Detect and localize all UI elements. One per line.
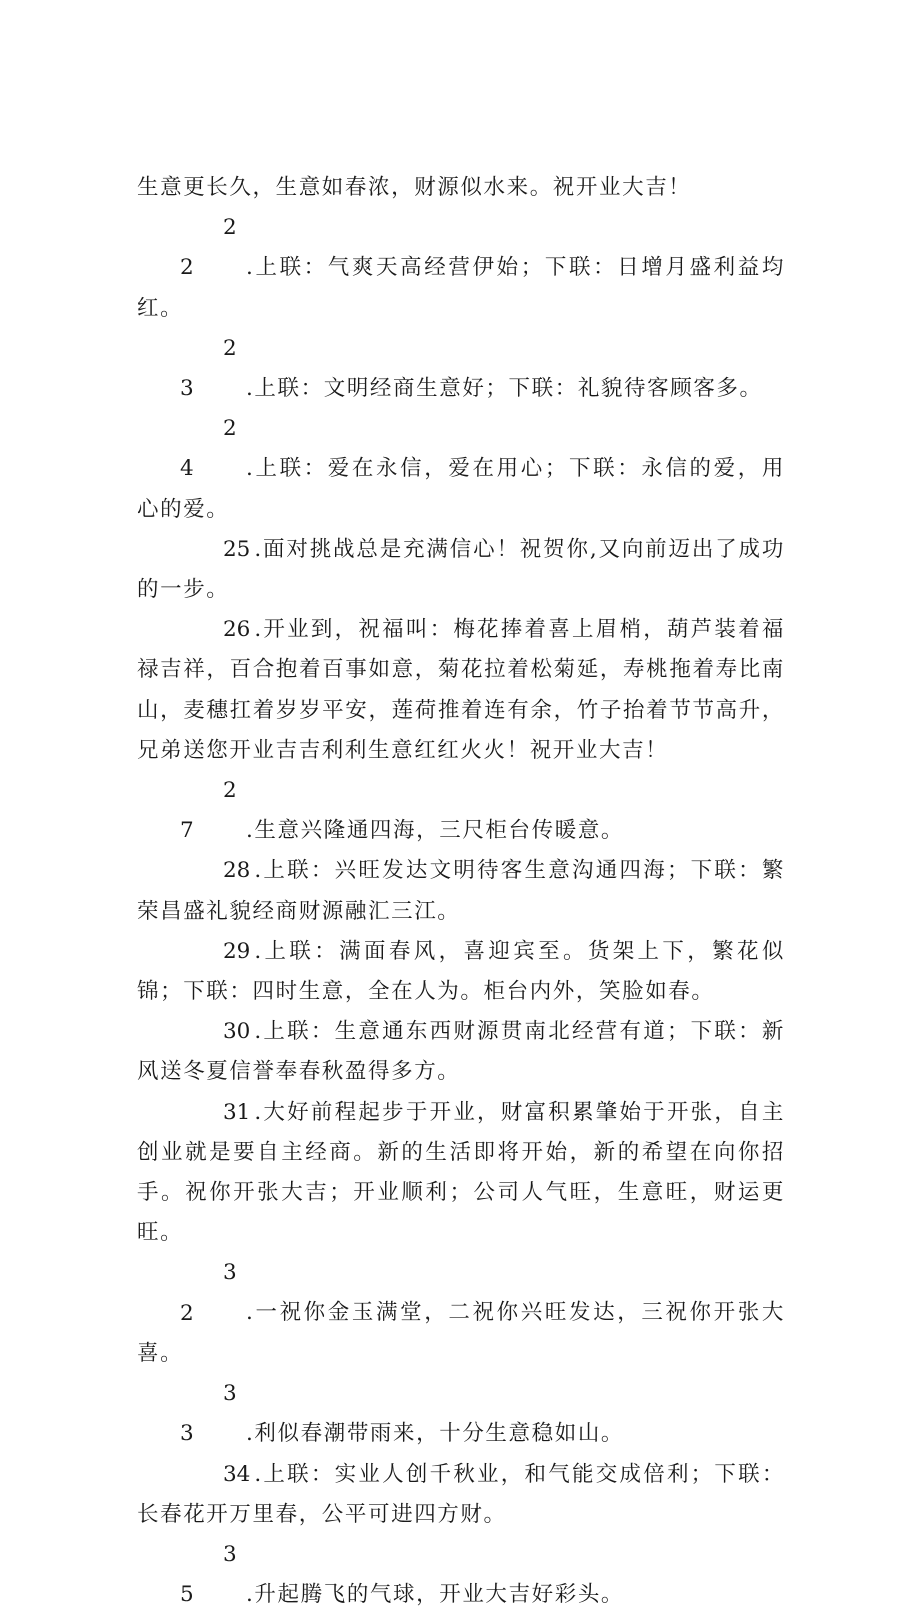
item-number: 31	[223, 1099, 251, 1125]
document-body	[137, 168, 785, 1615]
item-number: 27	[180, 778, 237, 844]
item-number: 22	[180, 215, 237, 281]
paragraph-text: 生意更长久，生意如春浓，财源似水来。祝开业大吉！	[137, 175, 692, 200]
list-item-34	[137, 1455, 785, 1535]
item-text: .上联：生意通东西财源贯南北经营有道；下联：新风送冬夏信誉奉春秋盈得多方。	[137, 1019, 785, 1085]
item-number: 30	[223, 1019, 251, 1045]
item-number: 29	[223, 938, 251, 964]
list-item-25	[137, 530, 785, 610]
item-text: .上联：满面春风，喜迎宾至。货架上下，繁花似锦；下联：四时生意，全在人为。柜台内外，笑脸如春。	[137, 938, 785, 1005]
item-text: .上联：文明经商生意好；下联：礼貌待客顾客多。	[246, 376, 763, 402]
item-number: 26	[223, 617, 251, 643]
list-item-31	[137, 1093, 785, 1254]
item-text: .开业到，祝福叫：梅花捧着喜上眉梢，葫芦装着福禄吉祥，百合抱着百事如意，菊花拉着松菊延，寿桃拖着寿比南山，麦穗扛着岁岁平安，莲荷推着连有余，竹子抬着节节高升，兄弟送您开业吉吉利利生意红红火火！祝开业大吉！	[137, 617, 785, 763]
paragraph-continuation	[137, 168, 785, 208]
item-number: 35	[180, 1541, 237, 1608]
item-number: 25	[223, 536, 251, 562]
list-item-24	[137, 409, 785, 530]
item-text: .一祝你金玉满堂，二祝你兴旺发达，三祝你开张大喜。	[137, 1300, 785, 1366]
item-text: .上联：气爽天高经营伊始；下联：日增月盛利益均红。	[137, 255, 785, 321]
item-text: .上联：爱在永信，爱在用心；下联：永信的爱，用心的爱。	[137, 456, 785, 522]
item-text: .上联：实业人创千秋业，和气能交成倍利；下联：长春花开万里春，公平可进四方财。	[137, 1461, 785, 1527]
item-number: 32	[180, 1260, 237, 1326]
list-item-26	[137, 610, 785, 771]
list-item-23	[137, 329, 785, 409]
list-item-32	[137, 1253, 785, 1374]
item-text: .利似春潮带雨来，十分生意稳如山。	[246, 1421, 625, 1447]
item-number: 34	[223, 1461, 251, 1487]
item-text: .升起腾飞的气球，开业大吉好彩头。	[246, 1582, 625, 1608]
list-item-35	[137, 1535, 785, 1615]
list-item-27	[137, 771, 785, 851]
list-item-33	[137, 1374, 785, 1454]
item-number: 23	[180, 335, 237, 402]
item-number: 24	[180, 416, 237, 482]
item-number: 28	[223, 858, 251, 884]
list-item-28	[137, 851, 785, 931]
list-item-29	[137, 932, 785, 1012]
list-item-30	[137, 1012, 785, 1092]
item-text: .面对挑战总是充满信心！祝贺你,又向前迈出了成功的一步。	[137, 536, 785, 603]
item-text: .大好前程起步于开业，财富积累肇始于开张，自主创业就是要自主经商。新的生活即将开始，新的希望在向你招手。祝你开张大吉；开业顺利；公司人气旺，生意旺，财运更旺。	[137, 1099, 785, 1246]
list-item-22	[137, 208, 785, 329]
item-text: .生意兴隆通四海，三尺柜台传暖意。	[246, 818, 625, 844]
item-number: 33	[180, 1381, 237, 1447]
item-text: .上联：兴旺发达文明待客生意沟通四海；下联：繁荣昌盛礼貌经商财源融汇三江。	[137, 858, 785, 924]
